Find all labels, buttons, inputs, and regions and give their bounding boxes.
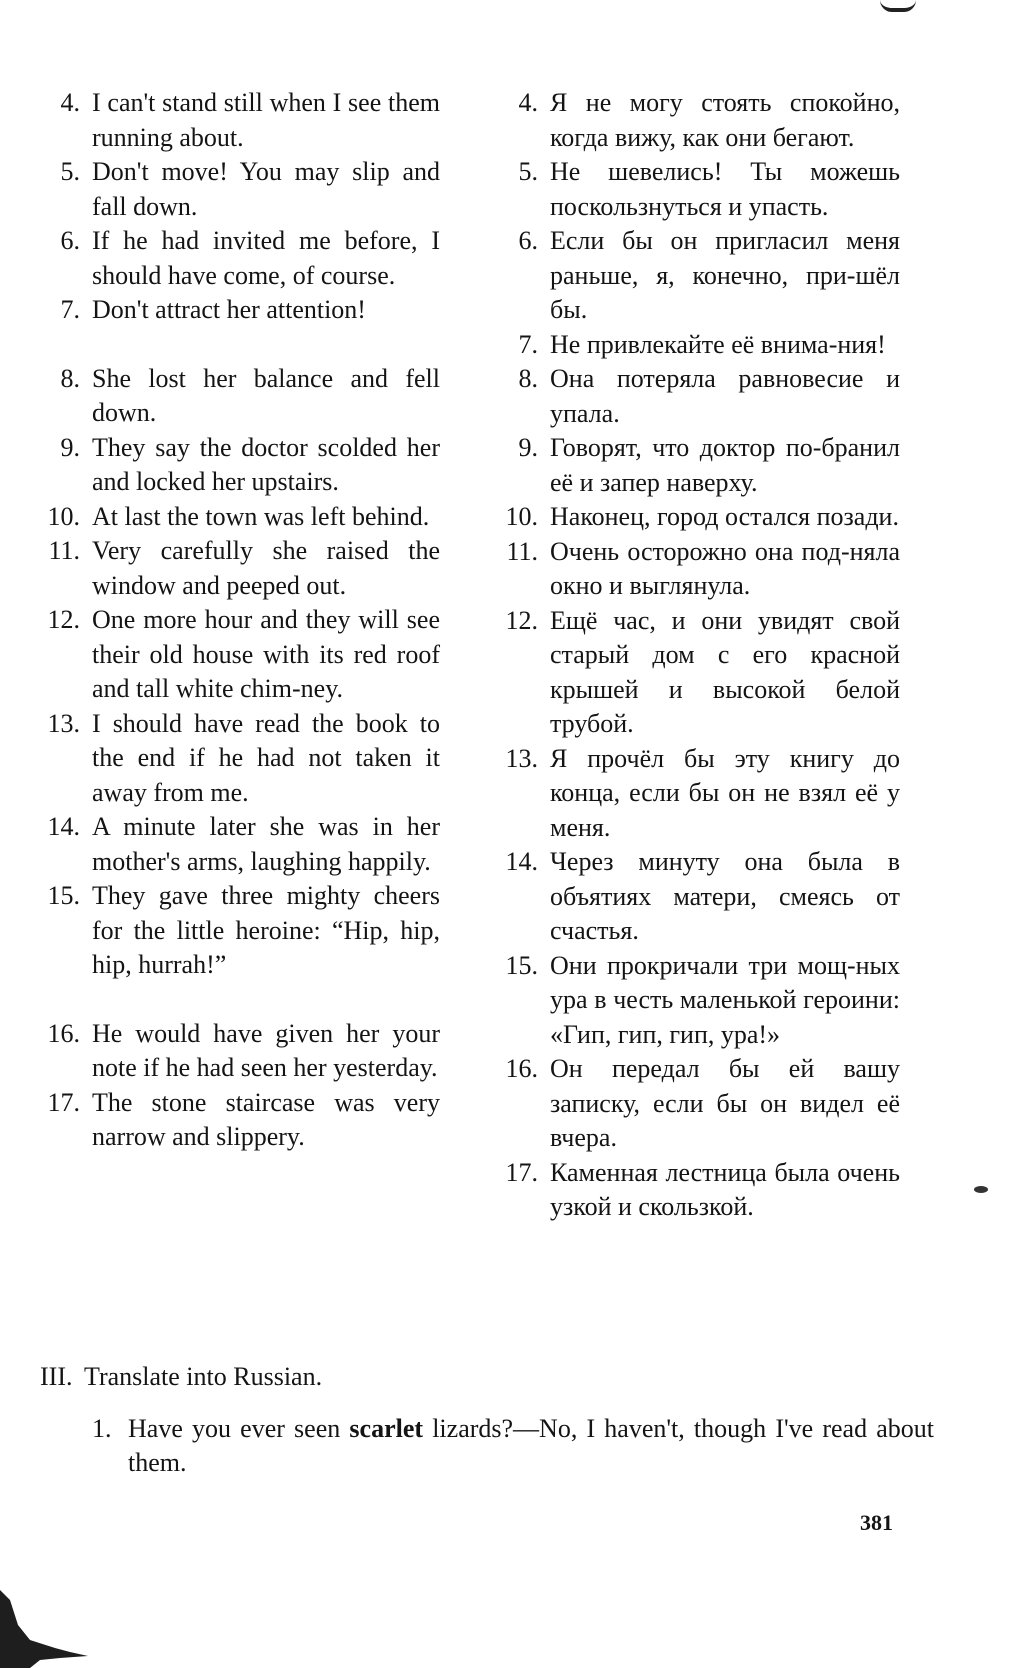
- ink-smudge-top: [880, 0, 916, 12]
- item-text: A minute later she was in her mother's arms, laughing happily.: [92, 812, 440, 876]
- item-number: 16.: [505, 1054, 538, 1083]
- item-text: Don't attract her attention!: [92, 295, 366, 324]
- item-number: 16.: [47, 1018, 80, 1048]
- item-text: Она потеряла равновесие и упала.: [550, 364, 900, 428]
- item-number: 12.: [47, 605, 80, 634]
- item-number: 7.: [60, 295, 80, 324]
- english-item-8: [40, 362, 440, 431]
- russian-item-14: [498, 845, 900, 949]
- english-item-12: [40, 603, 440, 707]
- english-item-15: [40, 879, 440, 983]
- russian-item-10: [498, 500, 900, 535]
- english-item-11: [40, 534, 440, 603]
- english-item-16: [40, 1017, 440, 1086]
- english-item-13: [40, 707, 440, 811]
- item-number: 10.: [505, 502, 538, 531]
- item-text: Very carefully she raised the window and peeped out.: [92, 536, 440, 600]
- item-text: Если бы он пригласил меня раньше, я, конечно, при-шёл бы.: [550, 226, 900, 324]
- item-text: She lost her balance and fell down.: [92, 363, 440, 427]
- item-text: Я прочёл бы эту книгу до конца, если бы он не взял её у меня.: [550, 743, 900, 842]
- item-number: 4.: [60, 88, 80, 117]
- item-number: 12.: [505, 605, 538, 635]
- russian-item-17: [498, 1156, 900, 1225]
- item-number: 10.: [47, 501, 80, 531]
- russian-item-4: [498, 86, 900, 155]
- item-number: 11.: [506, 536, 538, 566]
- ink-smudge-corner: [0, 1570, 90, 1668]
- item-text: I should have read the book to the end if he had not taken it away from me.: [92, 708, 440, 807]
- item-number: 14.: [47, 812, 80, 841]
- english-item-17: [40, 1086, 440, 1155]
- item-number: 9.: [518, 433, 538, 462]
- item-text: Он передал бы ей вашу записку, если бы он видел её вчера.: [550, 1054, 900, 1152]
- item-text: He would have given her your note if he had seen her yesterday.: [92, 1018, 440, 1082]
- russian-item-7: [498, 328, 900, 363]
- item-text: Ещё час, и они увидят свой старый дом с его красной крышей и высокой белой трубой.: [550, 605, 900, 738]
- item-text-part2: lizards?—No, I haven't, though I've read about them.: [128, 1414, 935, 1477]
- russian-column: [498, 86, 900, 1225]
- english-item-14: [40, 810, 440, 879]
- section-number: III.: [40, 1362, 73, 1391]
- russian-item-12: [498, 604, 900, 742]
- english-item-6: [40, 224, 440, 293]
- translate-item-1: [92, 1412, 934, 1480]
- english-item-7: [40, 293, 440, 328]
- russian-item-6: [498, 224, 900, 328]
- item-text: If he had invited me before, I should have come, of course.: [92, 226, 440, 290]
- item-text: Они прокричали три мощ-ных ура в честь маленькой героини: «Гип, гип, гип, ура!»: [550, 950, 900, 1049]
- item-number: 1.: [92, 1414, 112, 1443]
- item-text-part1: Have you ever seen: [128, 1414, 341, 1443]
- item-text: Я не могу стоять спокойно, когда вижу, как они бегают.: [550, 88, 900, 152]
- item-text: The stone staircase was very narrow and slippery.: [92, 1087, 440, 1151]
- item-number: 4.: [518, 88, 538, 117]
- english-column: [40, 86, 440, 1155]
- item-text: Наконец, город остался позади.: [550, 502, 899, 531]
- item-number: 5.: [518, 157, 538, 186]
- item-text: Говорят, что доктор по-бранил её и запер наверху.: [550, 433, 900, 497]
- item-number: 13.: [505, 743, 538, 773]
- item-number: 6.: [60, 226, 80, 255]
- item-number: 7.: [518, 329, 538, 359]
- item-number: 15.: [47, 881, 80, 910]
- item-number: 11.: [48, 536, 80, 565]
- item-text: At last the town was left behind.: [92, 501, 430, 531]
- item-text: Не привлекайте её внима-ния!: [550, 329, 886, 359]
- russian-item-8: [498, 362, 900, 431]
- item-text: Через минуту она была в объятиях матери, смеясь от счастья.: [550, 847, 900, 945]
- item-text: They say the doctor scolded her and locked her upstairs.: [92, 432, 440, 496]
- russian-item-16: [498, 1052, 900, 1156]
- russian-item-11: [498, 535, 900, 604]
- item-text: Don't move! You may slip and fall down.: [92, 157, 440, 221]
- russian-item-13: [498, 742, 900, 846]
- item-text: They gave three mighty cheers for the little heroine: “Hip, hip, hip, hurrah!”: [92, 881, 440, 979]
- item-number: 17.: [47, 1087, 80, 1117]
- item-number: 9.: [60, 432, 80, 462]
- russian-item-5: [498, 155, 900, 224]
- section-title: Translate into Russian.: [84, 1362, 323, 1391]
- section-heading: [40, 1360, 322, 1394]
- english-item-5: [40, 155, 440, 224]
- ink-smudge-right: [974, 1186, 988, 1193]
- item-text: Очень осторожно она под-няла окно и выглянула.: [550, 536, 900, 600]
- page-number: 381: [860, 1510, 893, 1535]
- item-number: 15.: [505, 950, 538, 980]
- item-number: 8.: [60, 363, 80, 393]
- item-number: 8.: [518, 364, 538, 393]
- english-item-4: [40, 86, 440, 155]
- russian-item-15: [498, 949, 900, 1053]
- item-text: Не шевелись! Ты можешь поскользнуться и упасть.: [550, 157, 900, 221]
- english-item-10: [40, 500, 440, 535]
- item-text: Каменная лестница была очень узкой и скользкой.: [550, 1157, 900, 1221]
- item-number: 13.: [47, 708, 80, 738]
- item-text: I can't stand still when I see them running about.: [92, 88, 440, 152]
- item-number: 5.: [60, 157, 80, 186]
- item-bold-word: scarlet: [349, 1414, 424, 1443]
- item-number: 14.: [505, 847, 538, 876]
- item-text: One more hour and they will see their old house with its red roof and tall white chim-ney.: [92, 605, 440, 703]
- item-number: 17.: [505, 1157, 538, 1187]
- item-number: 6.: [518, 226, 538, 255]
- english-item-9: [40, 431, 440, 500]
- russian-item-9: [498, 431, 900, 500]
